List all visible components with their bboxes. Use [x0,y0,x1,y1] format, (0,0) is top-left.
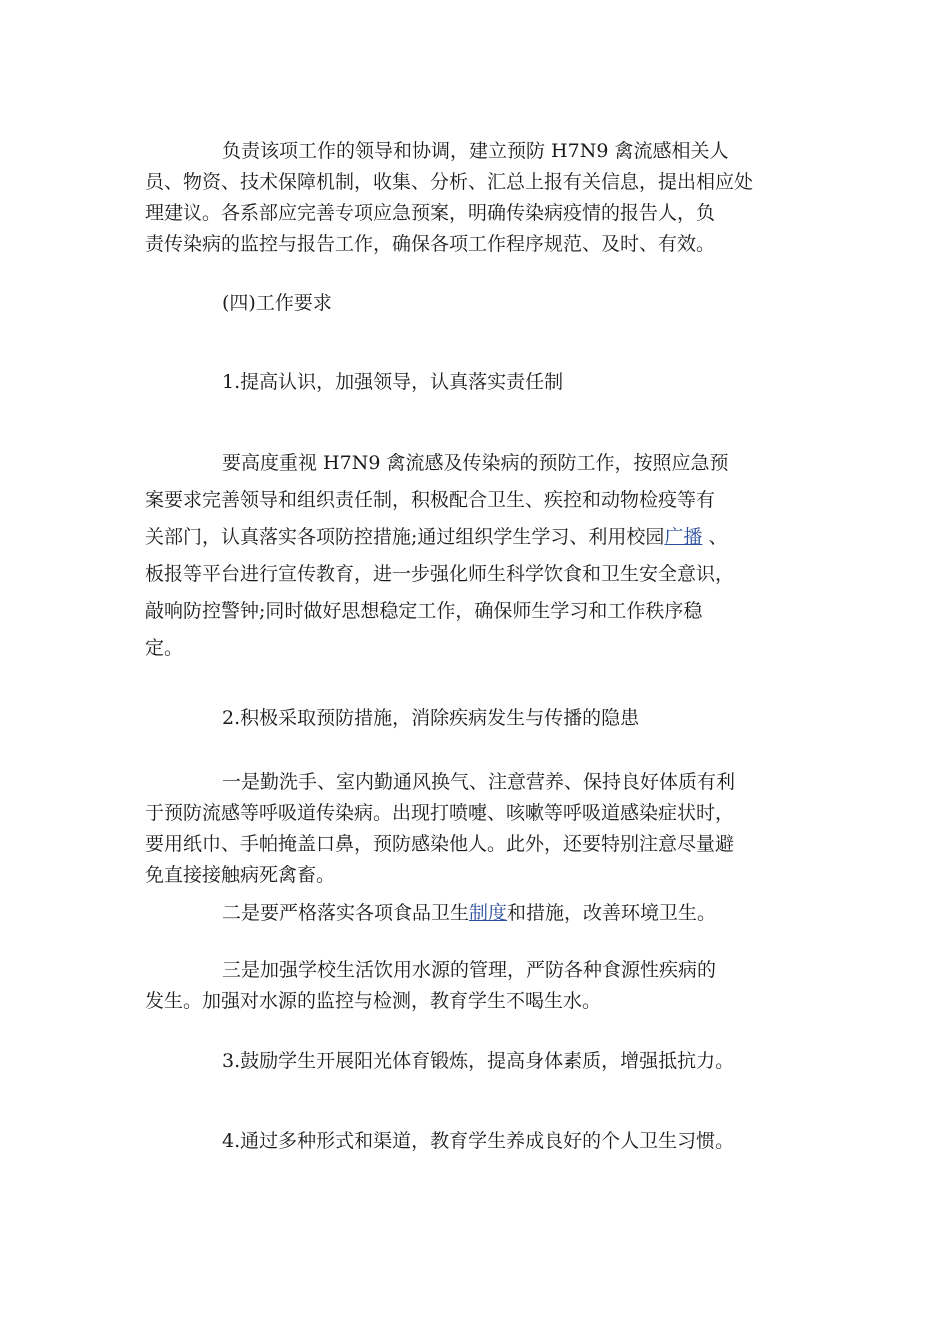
paragraph-water-source [145,955,825,1017]
text-line: 员、物资、技术保障机制，收集、分析、汇总上报有关信息，提出相应处 [145,171,754,193]
item-heading-3: 3.鼓励学生开展阳光体育锻炼，提高身体素质，增强抵抗力。 [222,1050,735,1072]
item-heading-1: 1.提高认识，加强领导，认真落实责任制 [222,371,564,393]
text-line [145,898,825,929]
text-line: 于预防流感等呼吸道传染病。出现打喷嚏、咳嗽等呼吸道感染症状时， [145,802,735,824]
text-line: 定。 [145,637,184,659]
paragraph-hygiene-habits [145,767,825,891]
text-segment: 和措施，改善环境卫生。 [507,902,717,924]
text-line: 要高度重视 H7N9 禽流感及传染病的预防工作，按照应急预 [222,452,729,474]
text-line: 要用纸巾、手帕掩盖口鼻，预防感染他人。此外，还要特别注意尽量避 [145,833,735,855]
paragraph-prevention-work [145,445,825,667]
text-line: 免直接接触病死禽畜。 [145,864,336,886]
text-segment: 、 [702,526,728,548]
paragraph-food-hygiene [145,898,825,929]
text-line: 理建议。各系部应完善专项应急预案，明确传染病疫情的报告人，负 [145,202,716,224]
text-line [145,519,825,556]
text-segment: 关部门，认真落实各项防控措施;通过组织学生学习、利用校园 [145,526,665,548]
text-line: 责传染病的监控与报告工作，确保各项工作程序规范、及时、有效。 [145,233,716,255]
text-line: 三是加强学校生活饮用水源的管理，严防各种食源性疾病的 [222,959,717,981]
text-segment: 二是要严格落实各项食品卫生 [222,902,470,924]
system-link[interactable]: 制度 [469,902,508,924]
text-line: 板报等平台进行宣传教育，进一步强化师生科学饮食和卫生安全意识， [145,563,735,585]
text-line: 负责该项工作的领导和协调，建立预防 H7N9 禽流感相关人 [222,140,729,162]
text-line: 发生。加强对水源的监控与检测，教育学生不喝生水。 [145,990,602,1012]
item-heading-2: 2.积极采取预防措施，消除疾病发生与传播的隐患 [222,707,640,729]
paragraph-responsibility [145,136,825,260]
section-heading-work-requirements: (四)工作要求 [222,292,332,314]
text-line: 案要求完善领导和组织责任制，积极配合卫生、疾控和动物检疫等有 [145,489,716,511]
broadcast-link[interactable]: 广播 [664,526,703,548]
item-heading-4: 4.通过多种形式和渠道，教育学生养成良好的个人卫生习惯。 [222,1130,735,1152]
text-line: 一是勤洗手、室内勤通风换气、注意营养、保持良好体质有利 [222,771,736,793]
text-line: 敲响防控警钟;同时做好思想稳定工作，确保师生学习和工作秩序稳 [145,600,703,622]
